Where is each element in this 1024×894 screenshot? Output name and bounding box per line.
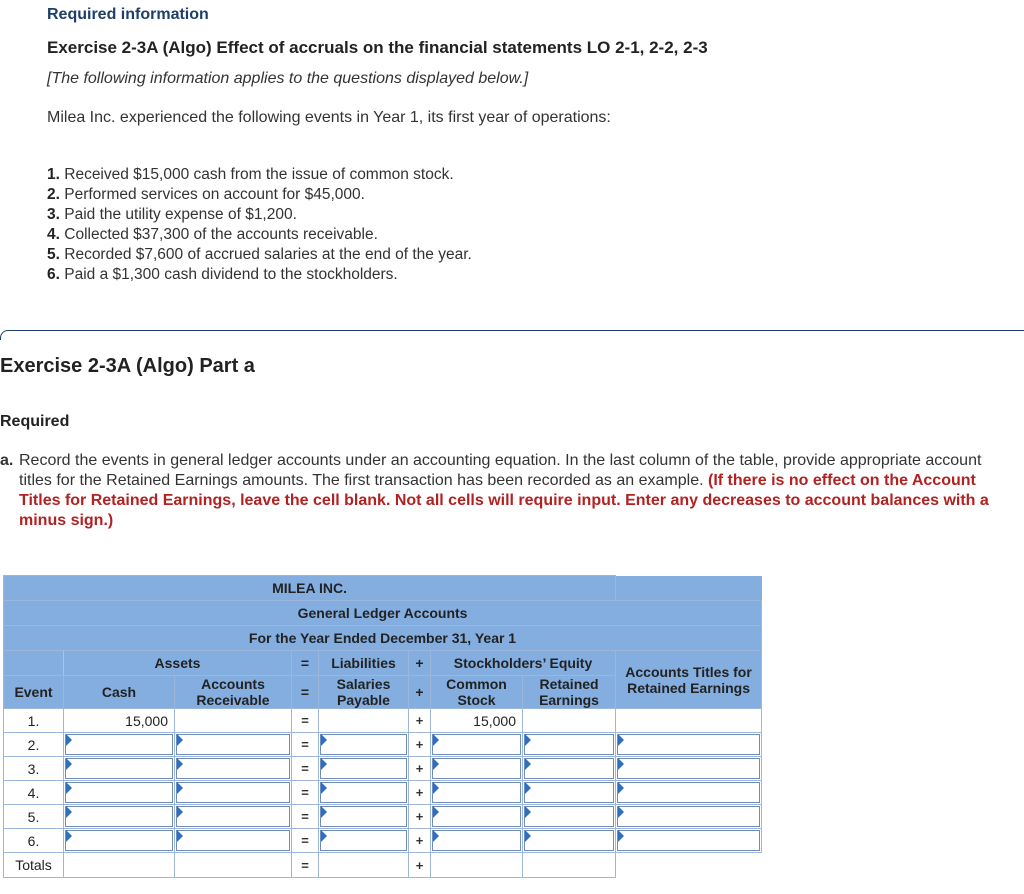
- cash-value: 15,000: [64, 709, 175, 733]
- salaries-payable-input[interactable]: [320, 806, 407, 827]
- common-stock-total: [431, 853, 523, 878]
- event-label: 5.: [4, 805, 64, 829]
- accounts-receivable-col-header: Accounts Receivable: [175, 676, 292, 709]
- salaries-payable-input[interactable]: [320, 758, 407, 779]
- list-item: 2. Performed services on account for $45,000.: [47, 186, 365, 203]
- cash-input[interactable]: [65, 734, 173, 755]
- event-label: 6.: [4, 829, 64, 853]
- cash-input[interactable]: [65, 806, 173, 827]
- plus-symbol: +: [409, 709, 431, 733]
- required-information-heading: Required information: [47, 6, 209, 23]
- account-titles-header: Accounts Titles for Retained Earnings: [616, 651, 762, 709]
- accounts-receivable-input[interactable]: [176, 734, 290, 755]
- common-stock-input[interactable]: [432, 758, 521, 779]
- retained-earnings-value: [523, 709, 616, 733]
- common-stock-col-header: Common Stock: [431, 676, 523, 709]
- exercise-title: Exercise 2-3A (Algo) Effect of accruals on the financial statements LO 2-1, 2-2, 2-3: [47, 38, 708, 57]
- accounts-receivable-input[interactable]: [176, 830, 290, 851]
- account-title-input[interactable]: [617, 830, 760, 851]
- common-stock-input[interactable]: [432, 806, 521, 827]
- salaries-total: [319, 853, 409, 878]
- retained-earnings-input[interactable]: [524, 806, 614, 827]
- statement-period: For the Year Ended December 31, Year 1: [4, 626, 762, 651]
- totals-row: [4, 853, 762, 878]
- cash-input[interactable]: [65, 758, 173, 779]
- general-ledger-table: [3, 575, 762, 878]
- list-item: 5. Recorded $7,600 of accrued salaries at the end of the year.: [47, 246, 472, 263]
- plus-symbol: +: [409, 805, 431, 829]
- list-item: 1. Received $15,000 cash from the issue of common stock.: [47, 166, 454, 183]
- table-row: [4, 781, 762, 805]
- cash-col-header: Cash: [64, 676, 175, 709]
- account-title-value: [616, 709, 762, 733]
- accounts-receivable-input[interactable]: [176, 782, 290, 803]
- common-stock-input[interactable]: [432, 734, 521, 755]
- plus-symbol: +: [409, 781, 431, 805]
- part-title: Exercise 2-3A (Algo) Part a: [0, 355, 255, 377]
- event-col-header: Event: [4, 676, 64, 709]
- equals-symbol: =: [292, 709, 319, 733]
- salaries-value: [319, 709, 409, 733]
- retained-earnings-input[interactable]: [524, 830, 614, 851]
- account-title-input[interactable]: [617, 758, 760, 779]
- equals-symbol: =: [292, 676, 319, 709]
- list-item: 3. Paid the utility expense of $1,200.: [47, 206, 297, 223]
- equals-symbol: =: [292, 853, 319, 878]
- plus-symbol: +: [409, 733, 431, 757]
- equals-symbol: =: [292, 781, 319, 805]
- cash-input[interactable]: [65, 830, 173, 851]
- accounts-receivable-input[interactable]: [176, 806, 290, 827]
- retained-earnings-total: [523, 853, 616, 878]
- common-stock-input[interactable]: [432, 782, 521, 803]
- table-row: [4, 757, 762, 781]
- equals-symbol: =: [292, 651, 319, 676]
- common-stock-value: 15,000: [431, 709, 523, 733]
- common-stock-input[interactable]: [432, 830, 521, 851]
- salaries-payable-input[interactable]: [320, 734, 407, 755]
- list-item: 4. Collected $37,300 of the accounts receivable.: [47, 226, 378, 243]
- plus-symbol: +: [409, 676, 431, 709]
- events-list: [47, 165, 472, 285]
- liabilities-header: Liabilities: [319, 651, 409, 676]
- instructions: a. Record the events in general ledger accounts under an accounting equation. In the last column of the table, provide appropriate account titles for the Retained Earnings amounts. The first transaction has been recorded as an example. (If there is no effect on the Account Titles for Retained Earnings, leave the cell blank. Not all cells will require input. Enter any decreases to account balances with a minus sign.): [0, 452, 989, 529]
- plus-symbol: +: [409, 651, 431, 676]
- table-row: [4, 805, 762, 829]
- plus-symbol: +: [409, 853, 431, 878]
- retained-earnings-input[interactable]: [524, 782, 614, 803]
- list-item: 6. Paid a $1,300 cash dividend to the stockholders.: [47, 266, 398, 283]
- stockholders-equity-header: Stockholders’ Equity: [431, 651, 616, 676]
- totals-label: Totals: [4, 853, 64, 878]
- salaries-payable-input[interactable]: [320, 830, 407, 851]
- ar-total: [175, 853, 292, 878]
- plus-symbol: +: [409, 829, 431, 853]
- salaries-payable-input[interactable]: [320, 782, 407, 803]
- intro-text: Milea Inc. experienced the following events in Year 1, its first year of operations:: [47, 109, 611, 126]
- account-title-input[interactable]: [617, 734, 760, 755]
- equals-symbol: =: [292, 757, 319, 781]
- cash-total: [64, 853, 175, 878]
- statement-name: General Ledger Accounts: [4, 601, 762, 626]
- equals-symbol: =: [292, 733, 319, 757]
- retained-earnings-input[interactable]: [524, 758, 614, 779]
- table-row: [4, 709, 762, 733]
- company-name: MILEA INC.: [4, 576, 616, 601]
- assets-header: Assets: [64, 651, 292, 676]
- context-note: [The following information applies to the questions displayed below.]: [47, 70, 529, 87]
- event-label: 3.: [4, 757, 64, 781]
- event-label: 1.: [4, 709, 64, 733]
- instruction-note: (If there is no effect on the Account Titles for Retained Earnings, leave the cell blank. Not all cells will require input. Enter any decreases to account balances with a minus sign.): [19, 472, 989, 529]
- retained-earnings-input[interactable]: [524, 734, 614, 755]
- event-label: 2.: [4, 733, 64, 757]
- account-title-input[interactable]: [617, 782, 760, 803]
- retained-earnings-col-header: Retained Earnings: [523, 676, 616, 709]
- accounts-receivable-input[interactable]: [176, 758, 290, 779]
- plus-symbol: +: [409, 757, 431, 781]
- ar-value: [175, 709, 292, 733]
- table-row: [4, 829, 762, 853]
- required-heading: Required: [0, 413, 70, 430]
- blank-cell: [616, 853, 762, 878]
- table-row: [4, 733, 762, 757]
- equals-symbol: =: [292, 805, 319, 829]
- section-divider: [0, 330, 1024, 340]
- event-label: 4.: [4, 781, 64, 805]
- account-title-input[interactable]: [617, 806, 760, 827]
- cash-input[interactable]: [65, 782, 173, 803]
- equals-symbol: =: [292, 829, 319, 853]
- salaries-payable-col-header: Salaries Payable: [319, 676, 409, 709]
